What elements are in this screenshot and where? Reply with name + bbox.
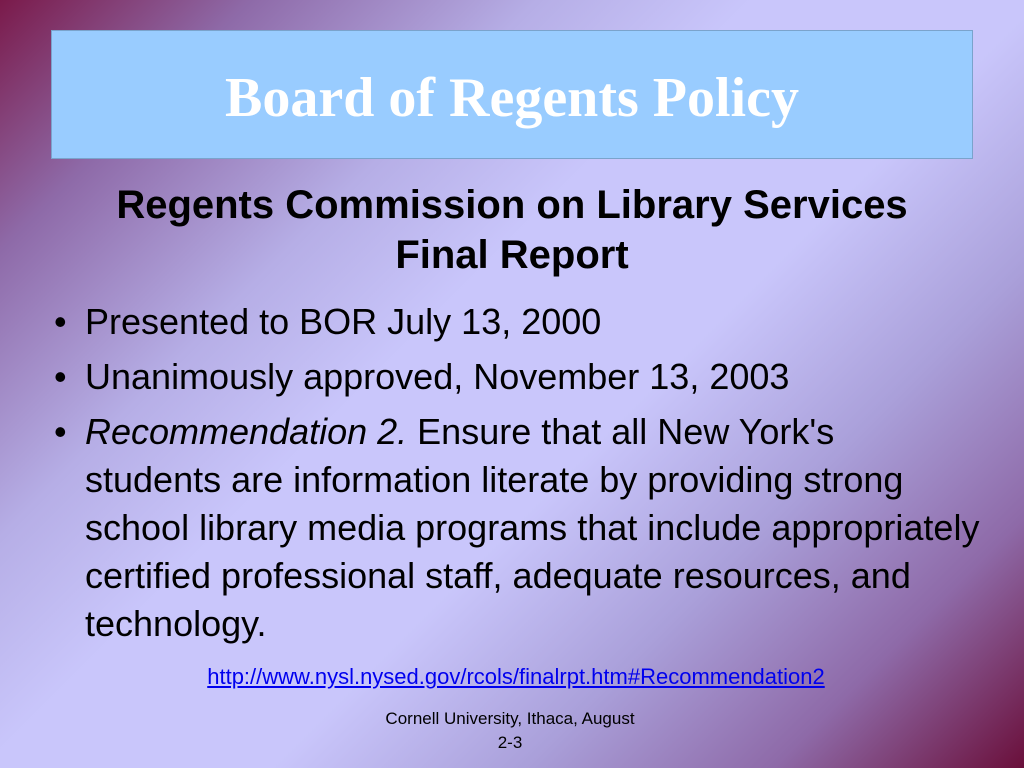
bullet-text: Ensure that all New York's students are information literate by providing strong school library media programs that include appropriately certified professional staff, adequate resources, and technology. [85, 411, 980, 644]
bullet-list [50, 298, 980, 655]
report-link[interactable]: http://www.nysl.nysed.gov/rcols/finalrpt.htm#Recommendation2 [207, 664, 825, 689]
footer-line-1: Cornell University, Ithaca, August [385, 709, 635, 728]
title-banner [51, 30, 973, 159]
footer-line-2: 2-3 [497, 733, 523, 752]
bullet-icon: • [54, 356, 67, 397]
slide-footer [340, 707, 680, 755]
bullet-icon: • [54, 301, 67, 342]
bullet-item-recommendation [50, 408, 980, 648]
slide-subtitle [30, 180, 994, 280]
bullet-item-presented [50, 298, 980, 346]
slide-title: Board of Regents Policy [225, 66, 799, 129]
subtitle-line-2: Final Report [395, 233, 629, 277]
bullet-text: Presented to BOR July 13, 2000 [85, 301, 602, 342]
recommendation-label: Recommendation 2. [85, 411, 408, 452]
bullet-text: Unanimously approved, November 13, 2003 [85, 356, 790, 397]
bullet-item-approved [50, 353, 980, 401]
subtitle-line-1: Regents Commission on Library Services [116, 183, 908, 227]
bullet-icon: • [54, 411, 67, 452]
